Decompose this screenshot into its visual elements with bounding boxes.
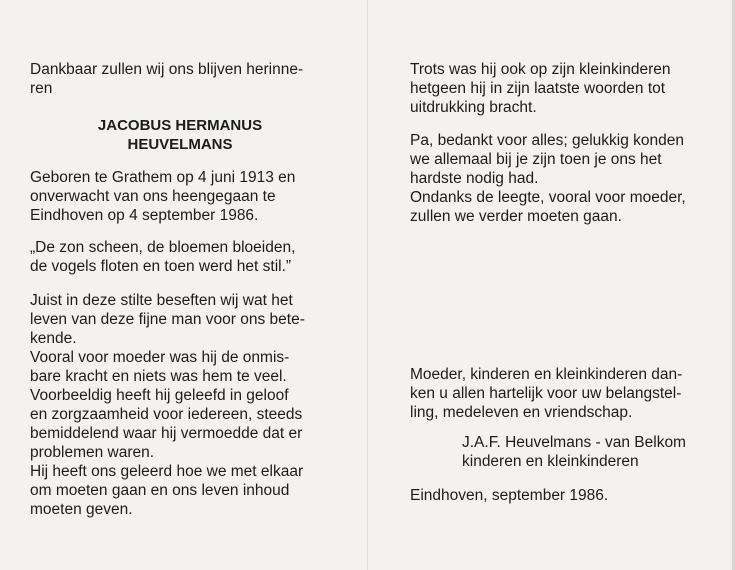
gratitude-line: ken u allen hartelijk voor uw belangstel- (410, 385, 682, 402)
pride-paragraph (410, 60, 670, 117)
intro-line: ren (30, 80, 53, 97)
eulogy-line: bemiddelend waar hij vermoedde dat er (30, 425, 303, 442)
eulogy-paragraph (30, 291, 305, 519)
thanks-line: Pa, bedankt voor alles; gelukkig konden (410, 132, 685, 149)
thanks-line: we allemaal bij je zijn toen je ons het (410, 151, 662, 168)
quote-line: „De zon scheen, de bloemen bloeiden, (30, 239, 296, 256)
eulogy-line: bare kracht en niets was hem te veel. (30, 368, 287, 385)
eulogy-line: Vooral voor moeder was hij de onmis- (30, 349, 290, 366)
eulogy-line: Juist in deze stilte beseften wij wat het (30, 292, 293, 309)
eulogy-line: Voorbeeldig heeft hij geleefd in geloof (30, 387, 289, 404)
eulogy-line: Hij heeft ons geleerd hoe we met elkaar (30, 463, 304, 480)
eulogy-line: om moeten gaan en ons leven inhoud (30, 482, 290, 499)
gratitude-line: Moeder, kinderen en kleinkinderen dan- (410, 366, 683, 383)
signature-relatives: kinderen en kleinkinderen (462, 453, 639, 470)
quote-line: de vogels floten en toen werd het stil.” (30, 258, 292, 275)
eulogy-line: en zorgzaamheid voor iedereen, steeds (30, 406, 303, 423)
thanks-line: Ondanks de leegte, vooral voor moeder, (410, 189, 686, 206)
thanks-line: hardste nodig had. (410, 170, 539, 187)
fold-line (367, 0, 368, 570)
gratitude-paragraph (410, 365, 682, 422)
eulogy-line: moeten geven. (30, 501, 133, 518)
birth-line: onverwacht van ons heengegaan te (30, 188, 276, 205)
thanks-paragraph (410, 131, 686, 226)
deceased-given-names: JACOBUS HERMANUS (97, 117, 263, 134)
eulogy-line: kende. (30, 330, 77, 347)
pride-line: hetgeen hij in zijn laatste woorden tot (410, 80, 666, 97)
intro-line: Dankbaar zullen wij ons blijven herinne- (30, 61, 304, 78)
birth-death-paragraph (30, 168, 295, 225)
deceased-name (30, 116, 330, 154)
signature-family-name: J.A.F. Heuvelmans - van Belkom (462, 434, 686, 451)
place-date: Eindhoven, september 1986. (410, 487, 609, 504)
birth-line: Geboren te Grathem op 4 juni 1913 en (30, 169, 296, 186)
deceased-surname: HEUVELMANS (127, 136, 233, 153)
quote-paragraph (30, 238, 295, 276)
birth-line: Eindhoven op 4 september 1986. (30, 207, 259, 224)
gratitude-line: ling, medeleven en vriendschap. (410, 404, 633, 421)
intro-paragraph (30, 60, 303, 98)
pride-line: uitdrukking bracht. (410, 99, 537, 116)
pride-line: Trots was hij ook op zijn kleinkinderen (410, 61, 671, 78)
eulogy-line: leven van deze fijne man voor ons bete- (30, 311, 305, 328)
thanks-line: zullen we verder moeten gaan. (410, 208, 622, 225)
eulogy-line: problemen waren. (30, 444, 155, 461)
signature-block (462, 433, 686, 471)
